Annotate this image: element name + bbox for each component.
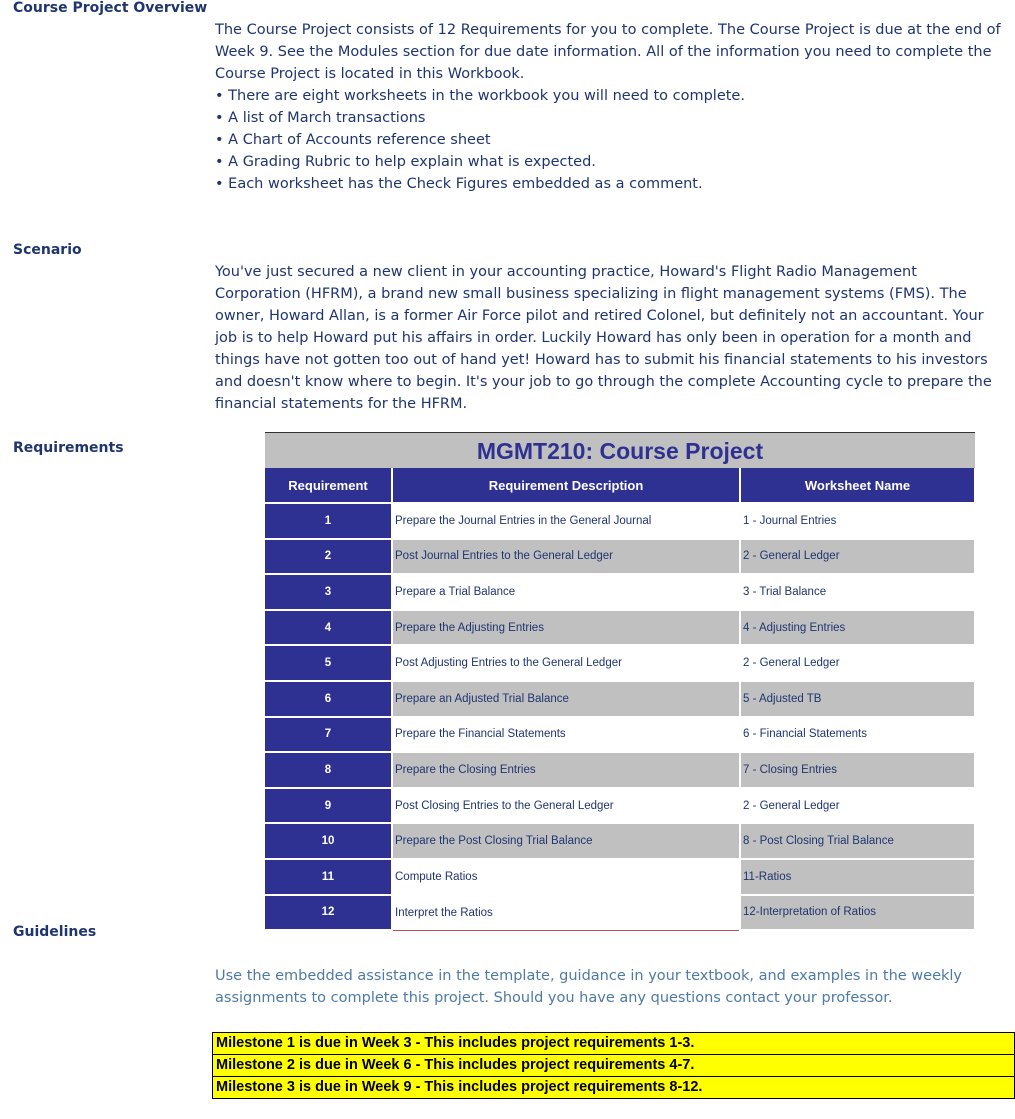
- column-header-requirement: Requirement: [265, 468, 392, 503]
- requirement-description: Compute Ratios: [392, 859, 740, 895]
- worksheet-name: 2 - General Ledger: [740, 788, 975, 824]
- requirements-table-block: [265, 432, 975, 931]
- requirement-number: 12: [265, 895, 392, 931]
- requirement-number: 5: [265, 645, 392, 681]
- requirement-description: Post Closing Entries to the General Ledger: [392, 788, 740, 824]
- guidelines-text: Use the embedded assistance in the template, guidance in your textbook, and examples in the weekly assignments to complete this project. Should you have any questions contact your professor.: [215, 968, 962, 1006]
- requirement-number: 3: [265, 574, 392, 610]
- worksheet-name: 3 - Trial Balance: [740, 574, 975, 610]
- worksheet-name: 4 - Adjusting Entries: [740, 610, 975, 646]
- requirement-number: 2: [265, 539, 392, 575]
- requirement-number: 7: [265, 717, 392, 753]
- requirement-description: Prepare the Adjusting Entries: [392, 610, 740, 646]
- requirement-number: 1: [265, 503, 392, 539]
- milestone-item: Milestone 1 is due in Week 3 - This includes project requirements 1-3.: [212, 1032, 1015, 1055]
- table-row: [265, 539, 975, 575]
- list-item: • A list of March transactions: [215, 110, 426, 126]
- overview-intro: The Course Project consists of 12 Requirements for you to complete. The Course Project is due at the end of Week 9. See the Modules section for due date information. All of the information you need to complete the Course Project is located in this Workbook.: [215, 22, 1001, 82]
- milestone-item: Milestone 2 is due in Week 6 - This includes project requirements 4-7.: [212, 1055, 1015, 1077]
- overview-text: [215, 19, 1005, 195]
- table-title: MGMT210: Course Project: [265, 432, 975, 468]
- requirement-number: 10: [265, 823, 392, 859]
- table-row: [265, 859, 975, 895]
- milestone-item: Milestone 3 is due in Week 9 - This includes project requirements 8-12.: [212, 1077, 1015, 1099]
- requirement-description: Post Journal Entries to the General Ledger: [392, 539, 740, 575]
- requirement-number: 8: [265, 752, 392, 788]
- requirement-description: Prepare the Closing Entries: [392, 752, 740, 788]
- scenario-heading: Scenario: [13, 242, 82, 258]
- table-row: [265, 574, 975, 610]
- table-row: [265, 752, 975, 788]
- requirement-description: Prepare the Journal Entries in the General Journal: [392, 503, 740, 539]
- scenario-text: You've just secured a new client in your accounting practice, Howard's Flight Radio Management Corporation (HFRM), a brand new small business specializing in flight management systems (FMS). The owner, Howard Allan, is a former Air Force pilot and retired Colonel, but definitely not an accountant. Your job is to help Howard put his affairs in order. Luckily Howard has only been in operation for a month and things have not gotten too out of hand yet! Howard has to submit his financial statements to his investors and doesn't know where to begin. It's your job to go through the complete Accounting cycle to prepare the financial statements for the HFRM.: [215, 264, 992, 412]
- requirement-number: 4: [265, 610, 392, 646]
- worksheet-name: 7 - Closing Entries: [740, 752, 975, 788]
- table-header-row: [265, 468, 975, 503]
- guidelines-heading: Guidelines: [13, 924, 97, 940]
- requirement-description: Prepare the Post Closing Trial Balance: [392, 823, 740, 859]
- list-item: • Each worksheet has the Check Figures embedded as a comment.: [215, 176, 703, 192]
- overview-bullet-list: [215, 85, 1005, 195]
- requirement-number: 11: [265, 859, 392, 895]
- requirements-heading: Requirements: [13, 440, 124, 456]
- overview-heading: Course Project Overview: [13, 0, 208, 16]
- table-row: [265, 681, 975, 717]
- worksheet-name: 1 - Journal Entries: [740, 503, 975, 539]
- worksheet-name: 2 - General Ledger: [740, 645, 975, 681]
- requirement-description: Prepare an Adjusted Trial Balance: [392, 681, 740, 717]
- column-header-worksheet: Worksheet Name: [740, 468, 975, 503]
- table-row: [265, 823, 975, 859]
- worksheet-name: 5 - Adjusted TB: [740, 681, 975, 717]
- requirement-description: Post Adjusting Entries to the General Ledger: [392, 645, 740, 681]
- table-row: [265, 895, 975, 931]
- requirements-table: [265, 468, 976, 931]
- list-item: • A Grading Rubric to help explain what is expected.: [215, 154, 596, 170]
- worksheet-name: 12-Interpretation of Ratios: [740, 895, 975, 931]
- table-row: [265, 788, 975, 824]
- worksheet-name: 8 - Post Closing Trial Balance: [740, 823, 975, 859]
- table-row: [265, 503, 975, 539]
- list-item: • A Chart of Accounts reference sheet: [215, 132, 491, 148]
- table-row: [265, 645, 975, 681]
- milestone-list: [212, 1032, 1015, 1099]
- requirement-number: 9: [265, 788, 392, 824]
- column-header-description: Requirement Description: [392, 468, 740, 503]
- requirement-number: 6: [265, 681, 392, 717]
- worksheet-name: 6 - Financial Statements: [740, 717, 975, 753]
- requirement-description: Prepare the Financial Statements: [392, 717, 740, 753]
- requirement-description: Interpret the Ratios: [392, 895, 740, 931]
- table-row: [265, 717, 975, 753]
- table-row: [265, 610, 975, 646]
- worksheet-name: 2 - General Ledger: [740, 539, 975, 575]
- requirement-description: Prepare a Trial Balance: [392, 574, 740, 610]
- list-item: • There are eight worksheets in the workbook you will need to complete.: [215, 88, 745, 104]
- worksheet-name: 11-Ratios: [740, 859, 975, 895]
